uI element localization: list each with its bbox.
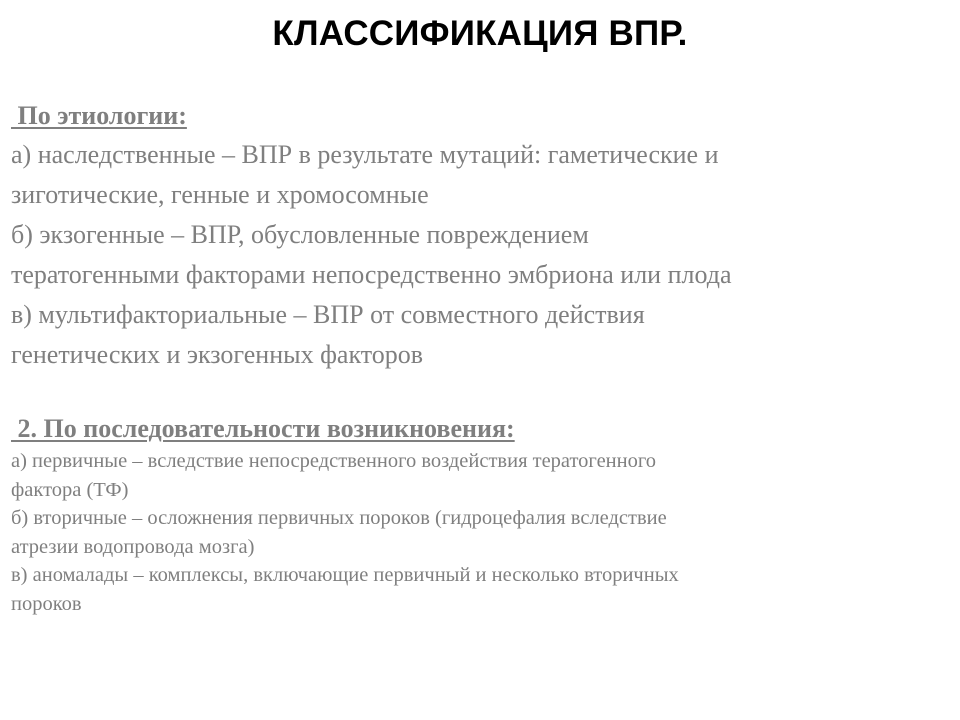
sequence-section [11,412,956,618]
etiology-line: генетических и экзогенных факторов [11,340,424,369]
sequence-line: фактора (ТФ) [11,478,129,501]
etiology-line: зиготические, генные и хромосомные [11,180,429,209]
sequence-heading: 2. По последовательности возникновения: [11,414,515,443]
etiology-line: а) наследственные – ВПР в результате мутаций: гаметические и [11,140,719,169]
etiology-section [11,99,956,375]
sequence-line: в) аномалады – комплексы, включающие первичный и несколько вторичных [11,564,679,586]
etiology-line: тератогенными факторами непосредственно эмбриона или плода [11,260,732,289]
sequence-line: пороков [11,592,82,615]
slide-title: КЛАССИФИКАЦИЯ ВПР. [272,14,688,53]
etiology-line: в) мультифакториальные – ВПР от совместного действия [11,300,645,329]
sequence-line: а) первичные – вследствие непосредственного воздействия тератогенного [11,450,657,472]
etiology-heading: По этиологии: [11,101,187,130]
etiology-line: б) экзогенные – ВПР, обусловленные повреждением [11,220,589,249]
sequence-line: атрезии водопровода мозга) [11,535,255,558]
sequence-line: б) вторичные – осложнения первичных пороков (гидроцефалия вследствие [11,507,667,529]
